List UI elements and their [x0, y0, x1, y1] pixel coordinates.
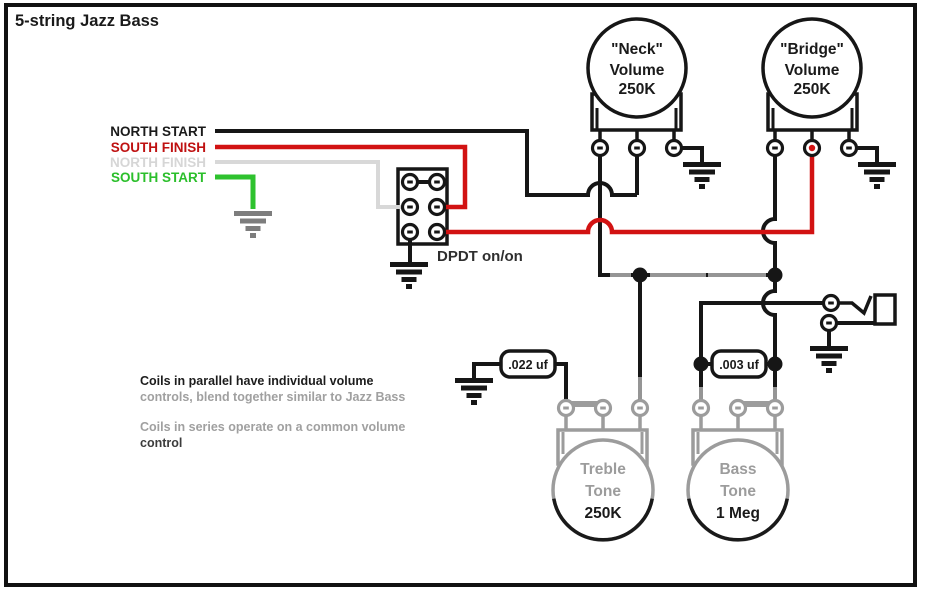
- neck-ground-link: [681, 148, 702, 162]
- pot-value: 1 Meg: [716, 505, 760, 522]
- ground-symbol: [683, 165, 721, 187]
- ground-symbol: [455, 381, 493, 403]
- bridge-ground-link: [856, 148, 877, 162]
- note-line: control: [140, 436, 183, 450]
- treble-tone-pot: [553, 401, 653, 541]
- pot-value: 250K: [584, 505, 622, 522]
- south-start-wire: [215, 177, 253, 209]
- dpdt-lug: [403, 200, 418, 215]
- note-line: Coils in series operate on a common volume: [140, 420, 406, 434]
- jack-body: [875, 295, 895, 324]
- neck-volume-pot: [588, 19, 686, 156]
- ground-symbol: [858, 165, 896, 187]
- lug-stems: [701, 415, 775, 430]
- cap-value: .003 uf: [719, 358, 759, 372]
- bridge-volume-pot: [763, 19, 861, 156]
- pot-lug: [731, 401, 746, 416]
- treble-cap: [501, 351, 555, 377]
- output-jack: [822, 295, 896, 331]
- north-finish-wire: [215, 162, 401, 207]
- page-title: 5-string Jazz Bass: [15, 12, 159, 30]
- pot-lug: [842, 141, 857, 156]
- ground-symbol: [234, 214, 272, 236]
- pot-lug: [768, 141, 783, 156]
- pickup-wire-labels: [110, 124, 207, 185]
- note-line: Coils in parallel have individual volume: [140, 374, 374, 388]
- dpdt-lug: [403, 175, 418, 190]
- jack-tip-lug: [824, 296, 839, 311]
- dpdt-lug: [430, 175, 445, 190]
- lug-stems: [566, 415, 640, 430]
- jack-sleeve-lug: [822, 316, 837, 331]
- dpdt-lug: [430, 200, 445, 215]
- pot-label: "Neck": [611, 41, 663, 58]
- junction-dot: [768, 268, 783, 283]
- pot-label: Treble: [580, 461, 626, 478]
- red-wire-core: [809, 145, 815, 151]
- pot-label: Tone: [720, 483, 756, 500]
- pot-lug: [694, 401, 709, 416]
- dpdt-label: DPDT on/on: [437, 248, 523, 265]
- wire-label-south-start: SOUTH START: [111, 170, 206, 185]
- watermark-fade: [610, 268, 781, 399]
- pot-lug: [768, 401, 783, 416]
- wire-label-south-finish: SOUTH FINISH: [110, 140, 206, 155]
- junction-dot: [633, 268, 648, 283]
- dpdt-lug: [430, 225, 445, 240]
- junction-dot: [694, 357, 709, 372]
- pot-lug: [596, 401, 611, 416]
- wire-label-north-finish: NORTH FINISH: [110, 155, 206, 170]
- pot-label: "Bridge": [780, 41, 844, 58]
- pot-lug: [633, 401, 648, 416]
- note-line: controls, blend together similar to Jazz Bass: [140, 390, 406, 404]
- pot-label: Volume: [784, 62, 840, 79]
- pot-value: 250K: [618, 81, 656, 98]
- jack-tip-spring: [839, 296, 871, 313]
- pot-lug: [593, 141, 608, 156]
- dpdt-lug: [403, 225, 418, 240]
- treble-cap-left-link: [474, 364, 501, 378]
- bass-tone-pot: [688, 401, 788, 541]
- ground-symbol: [390, 265, 428, 287]
- neck-left-to-bus: [600, 156, 775, 275]
- ground-symbol: [810, 349, 848, 371]
- pot-lug: [559, 401, 574, 416]
- pot-label: Bass: [719, 461, 757, 478]
- red-wires: [215, 147, 812, 232]
- notes-block: [140, 374, 405, 450]
- pot-lug: [667, 141, 682, 156]
- pot-lug: [630, 141, 645, 156]
- bass-cap: [712, 351, 766, 377]
- pot-label: Tone: [585, 483, 621, 500]
- junction-dot: [768, 357, 783, 372]
- cap-value: .022 uf: [508, 358, 548, 372]
- wire-label-north-start: NORTH START: [110, 124, 206, 139]
- pot-value: 250K: [793, 81, 831, 98]
- pot-label: Volume: [609, 62, 665, 79]
